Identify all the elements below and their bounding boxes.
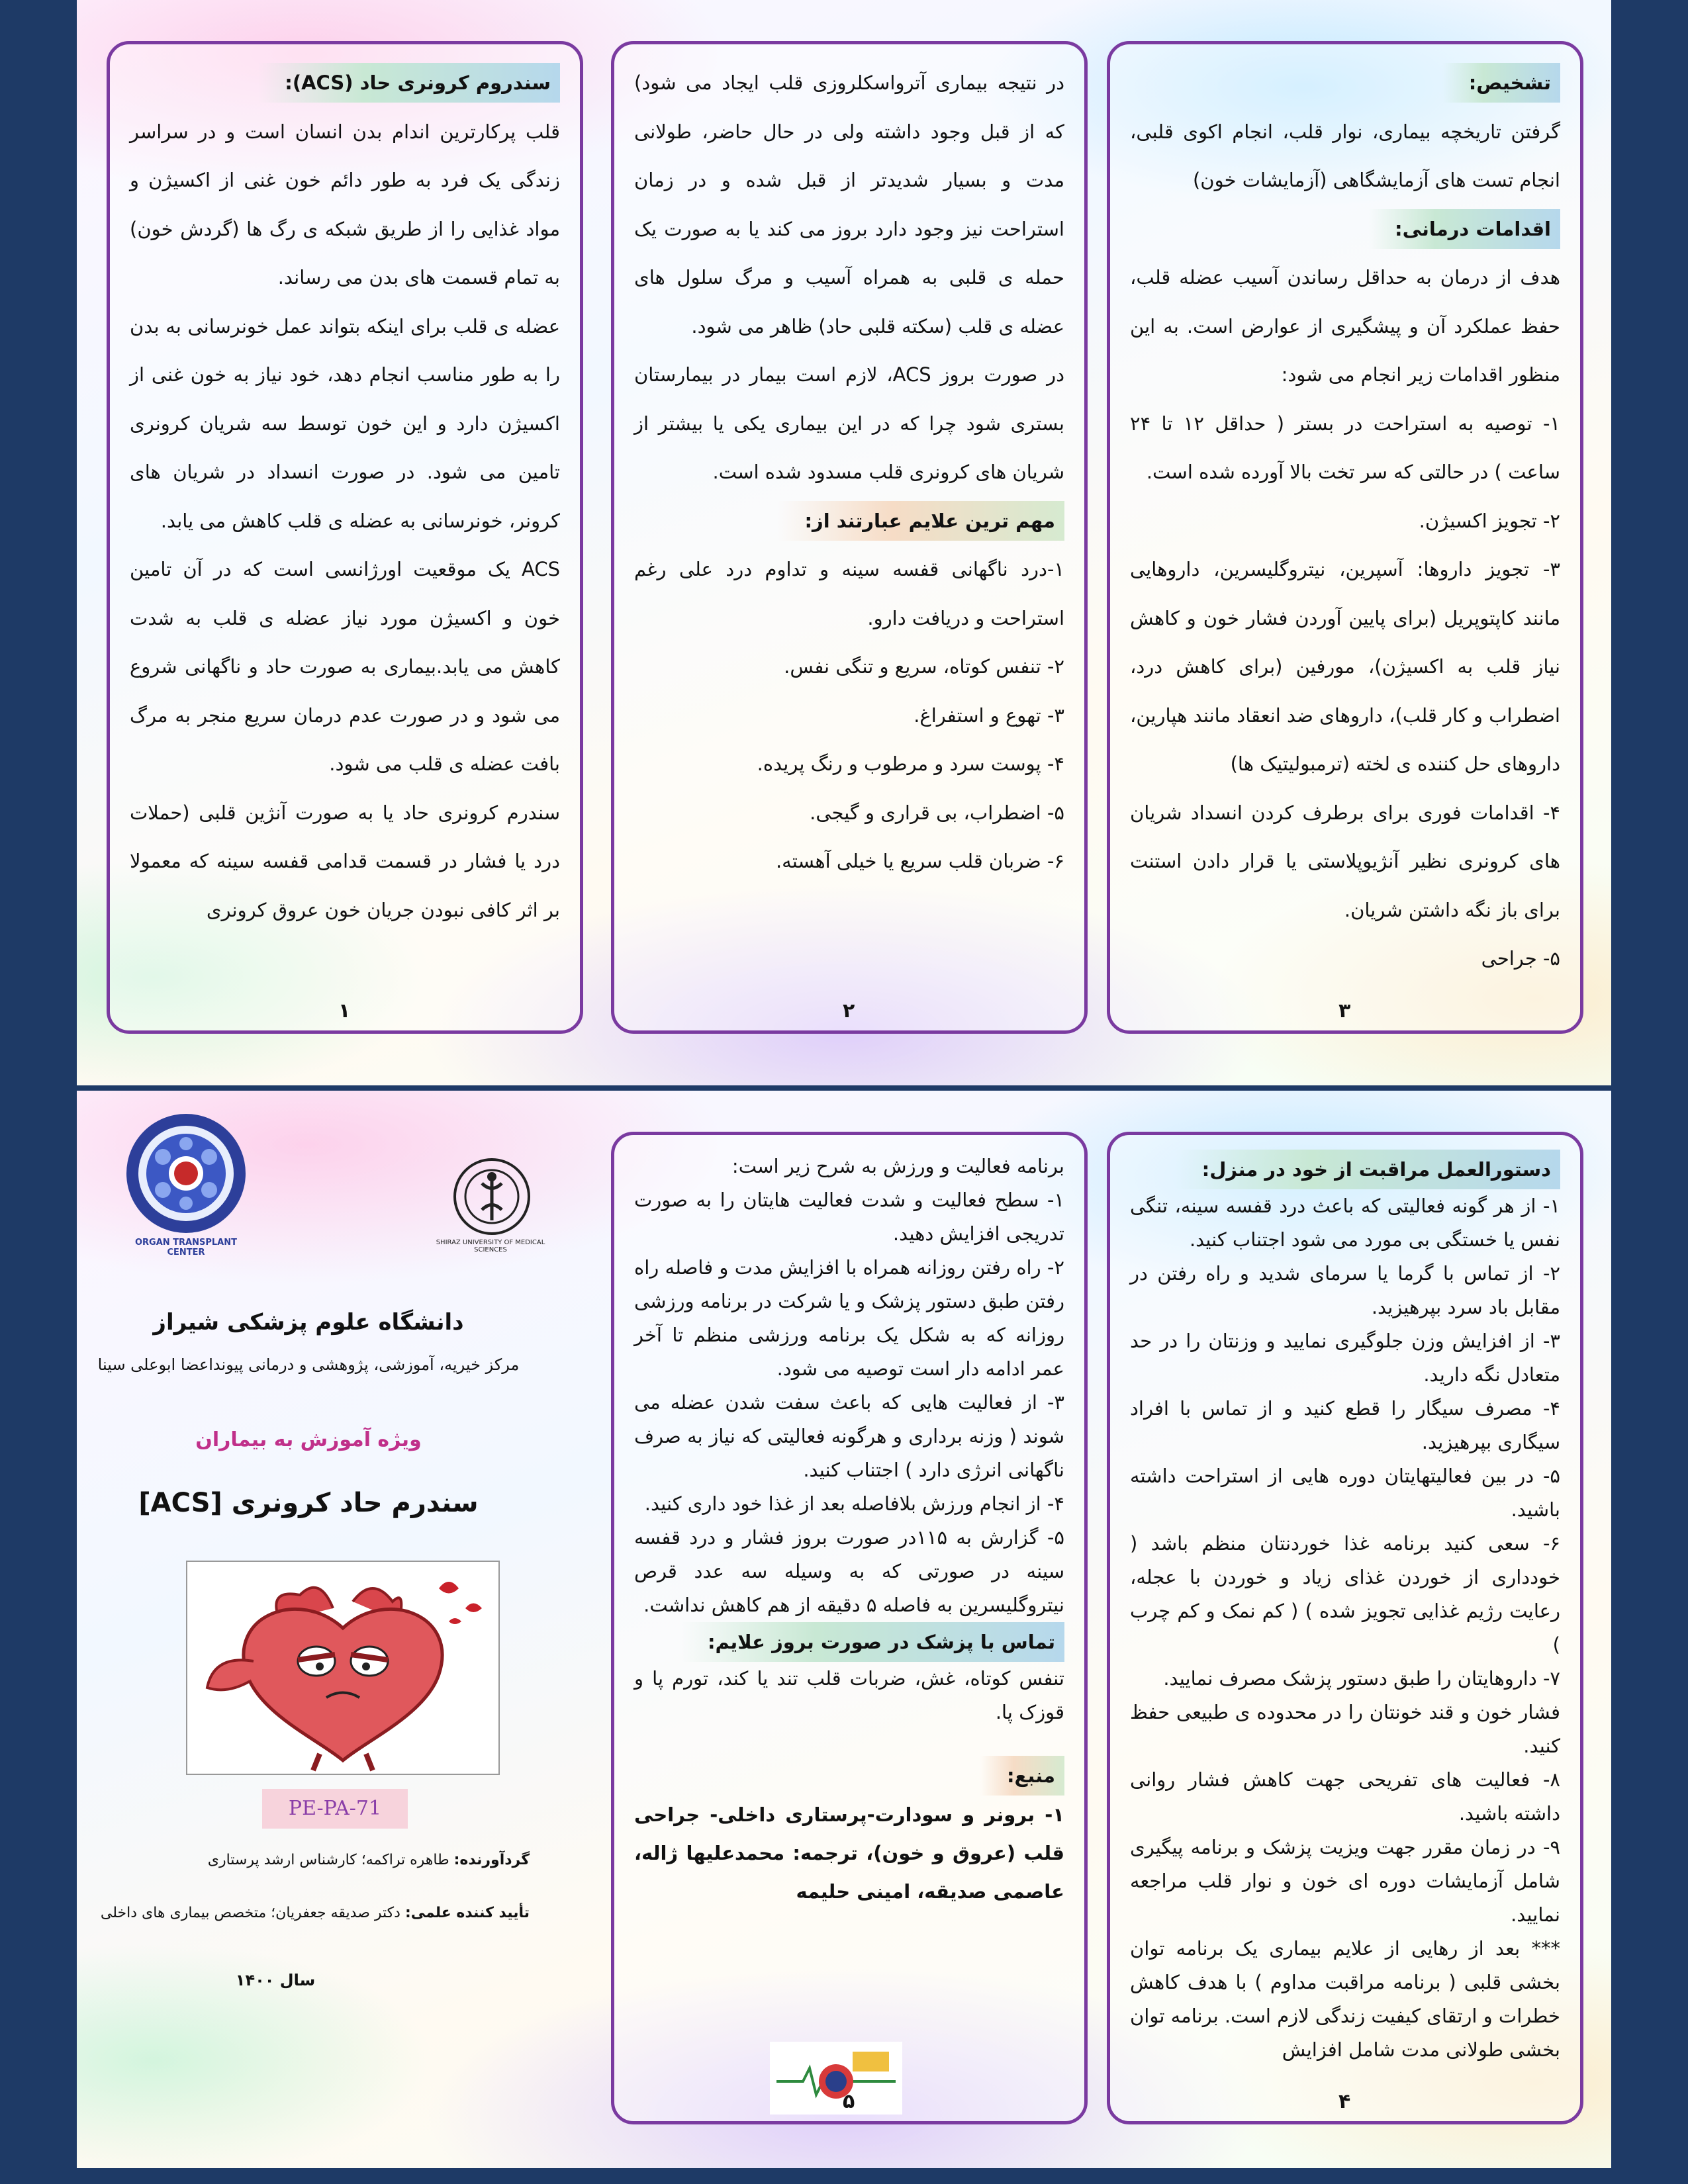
contact-heading: تماس با پزشک در صورت بروز علایم: — [681, 1622, 1064, 1662]
paragraph: ACS یک موقعیت اورژانسی است که در آن تامین خون و اکسیژن مورد نیاز عضله ی قلب به شدت کاهش می یابد.بیماری به صورت حاد و ناگهانی شروع می شود و در صورت عدم درمان سریع منجر به مرگ بافت عضله ی قلب می شود. — [130, 558, 560, 775]
paragraph: در صورت بروز ACS، لازم است بیمار در بیمارستان بستری شود چرا که در این بیماری یکی یا بیشتر از شریان های کرونری قلب مسدود شده است. — [634, 363, 1064, 483]
source-heading: منبع: — [980, 1756, 1064, 1796]
university-logo — [442, 1157, 541, 1236]
panel-3-content — [1130, 59, 1560, 991]
compiler-line — [208, 1852, 530, 1868]
list-item: ۵- جراحی — [1481, 947, 1560, 970]
list-item: ۶- سعی کنید برنامه غذا خوردنتان منظم باشد ( خودداری از خوردن غذای زیاد و خوردن با عجله، رعایت رژیم غذایی تجویز شده ) ( کم نمک و کم چرب ) — [1130, 1532, 1560, 1656]
list-item: ۱- سطح فعالیت و شدت فعالیت هایتان را به صورت تدریجی افزایش دهید. — [634, 1189, 1064, 1245]
list-item: ۱- توصیه به استراحت در بستر ( حداقل ۱۲ تا ۲۴ ساعت ) در حالتی که سر تخت بالا آورده شده است. — [1130, 412, 1560, 483]
list-item: ۳- از افزایش وزن جلوگیری نمایید و وزنتان را در حد متعادل نگه دارید. — [1130, 1330, 1560, 1386]
panel-5 — [611, 1132, 1088, 2124]
education-badge-logo — [770, 2042, 902, 2115]
panel-4-content — [1130, 1150, 1560, 2081]
cover-title: سندرم حاد کرونری [ACS] — [138, 1488, 479, 1518]
heart-illustration-frame — [186, 1561, 500, 1775]
page-number: ۵ — [843, 2090, 855, 2113]
compiler-label: گردآورنده: — [453, 1852, 530, 1868]
list-item: ۵- در بین فعالیتهایتان دوره هایی از استراحت داشته باشید. — [1130, 1465, 1560, 1521]
list-item: ۲- تجویز اکسیژن. — [1419, 509, 1560, 532]
page-number: ۲ — [843, 999, 855, 1023]
paragraph: سندرم کرونری حاد یا به صورت آنژین قلبی (حملات درد یا فشار در قسمت قدامی قفسه سینه که معمولا بر اثر کافی نبودن جریان خون عروق کرونری — [130, 801, 560, 921]
paragraph: در نتیجه بیماری آترواسکلروزی قلب ایجاد می شود) که از قبل وجود داشته ولی در حال حاضر، طولانی مدت و بسیار شدیدتر از قبل شده و در زمان استراحت نیز وجود دارد بروز می کند یا به صورت یک حمله ی قلبی به همراه آسیب و مرگ سلول های عضله ی قلب (سکته قلبی حاد) ظاهر می شود. — [634, 71, 1064, 338]
university-name: دانشگاه علوم پزشکی شیراز — [153, 1309, 464, 1336]
diagnosis-heading: تشخیص: — [1442, 63, 1560, 103]
approver-label: تأیید کننده علمی: — [404, 1905, 530, 1921]
approver-name: دکتر صدیقه جعفریان؛ متخصص بیماری های داخلی — [100, 1905, 400, 1921]
paragraph: عضله ی قلب برای اینکه بتواند عمل خونرسانی به بدن را به طور مناسب انجام دهد، خود نیاز به خون غنی از اکسیژن دارد و این خون توسط سه شریان کرونری تامین می شود. در صورت انسداد در شریان های کرونر، خونرسانی به عضله ی قلب کاهش می یابد. — [130, 314, 560, 532]
list-item: ۸- فعالیت های تفریحی جهت کاهش فشار روانی داشته باشید. — [1130, 1768, 1560, 1825]
panel-5-content — [634, 1150, 1064, 2042]
panel-1 — [107, 41, 583, 1034]
bottom-sheet — [77, 1091, 1611, 2168]
list-item: ۶- ضربان قلب سریع یا خیلی آهسته. — [775, 850, 1064, 872]
sad-heart-illustration — [187, 1562, 498, 1774]
center-name: مرکز خیریه، آموزشی، پژوهشی و درمانی پیونداعضا ابوعلی سینا — [97, 1355, 520, 1374]
list-item: ۴- مصرف سیگار را قطع کنید و از تماس با افراد سیگاری بپرهیزید. — [1130, 1397, 1560, 1453]
panel-3 — [1107, 41, 1583, 1034]
page-number: ۱ — [338, 999, 351, 1023]
panel-2-content — [634, 59, 1064, 991]
publication-year: سال ۱۴۰۰ — [235, 1971, 316, 1989]
panel-1-content — [130, 59, 560, 991]
paragraph: تنفس کوتاه، غش، ضربات قلب تند یا کند، تورم پا و قوزک پا. — [634, 1667, 1064, 1723]
logo-caption: ORGAN TRANSPLANT CENTER — [134, 1238, 237, 1257]
top-sheet — [77, 0, 1611, 1085]
list-item: ۴- از انجام ورزش بلافاصله بعد از غذا خود داری کنید. — [644, 1492, 1064, 1515]
panel-4 — [1107, 1132, 1583, 2124]
paragraph: گرفتن تاریخچه بیماری، نوار قلب، انجام اکوی قلبی، انجام تست های آزمایشگاهی (آزمایشات خون) — [1130, 120, 1560, 191]
page-number: ۴ — [1338, 2090, 1351, 2113]
patient-education-label: ویژه آموزش به بیماران — [195, 1428, 422, 1451]
approver-line — [101, 1905, 530, 1921]
list-item: ۱-درد ناگهانی قفسه سینه و تداوم درد علی رغم استراحت و دریافت دارو. — [634, 558, 1064, 629]
panel-2 — [611, 41, 1088, 1034]
source-text: ۱- برونر و سودارت-پرستاری داخلی- جراحی قلب (عروق و خون)، ترجمه: محمدعلیها ژاله، عاصمی صدیقه، امینی حلیمه — [634, 1803, 1064, 1903]
paragraph: برنامه فعالیت و ورزش به شرح زیر است: — [731, 1155, 1064, 1177]
list-item: ۳- تجویز داروها: آسپرین، نیتروگلیسرین، داروهایی مانند کاپتوپریل (برای پایین آوردن فشار خون و کاهش نیاز قلب به اکسیژن)، مورفین (برای کاهش درد، اضطراب و کار قلب)، داروهای ضد انعقاد مانند هپارین، داروهای حل کننده ی لخته (ترمبولیتیک ها) — [1130, 558, 1560, 775]
cover-panel — [77, 1091, 593, 2168]
list-item: ۳- تهوع و استفراغ. — [914, 704, 1064, 727]
page-number: ۳ — [1338, 999, 1351, 1023]
treatment-heading: اقدامات درمانی: — [1368, 209, 1560, 249]
list-item: ۴- پوست سرد و مرطوب و رنگ پریده. — [757, 752, 1064, 775]
list-item: ۹- در زمان مقرر جهت ویزیت پزشک و برنامه پیگیری شامل آزمایشات دوره ای خون و نوار قلب مراجعه نمایید. — [1130, 1836, 1560, 1926]
paragraph: هدف از درمان به حداقل رساندن آسیب عضله قلب، حفظ عملکرد آن و پیشگیری از عوارض است. به این منظور اقدامات زیر انجام می شود: — [1130, 266, 1560, 386]
list-item: ۳- از فعالیت هایی که باعث سفت شدن عضله می شوند ( وزنه برداری و هرگونه فعالیتی که نیاز به صرف ناگهانی انرژی دارد ) اجتناب کنید. — [634, 1391, 1064, 1481]
university-logo-caption: SHIRAZ UNIVERSITY OF MEDICAL SCIENCES — [436, 1239, 545, 1253]
organ-transplant-center-logo — [123, 1111, 249, 1236]
list-item: *** بعد از رهایی از علایم بیماری یک برنامه توان بخشی قلبی ( برنامه مراقبت مداوم ) با هدف کاهش خطرات و ارتقای کیفیت زندگی لازم است. برنامه توان بخشی طولانی مدت شامل افزایش — [1130, 1937, 1560, 2061]
list-item: ۵- گزارش به ۱۱۵در صورت بروز فشار و درد قفسه سینه در صورتی که به وسیله سه عدد قرص نیتروگلیسرین به فاصله ۵ دقیقه از هم کاهش نداشت. — [634, 1526, 1064, 1616]
list-item: ۲- از تماس با گرما یا سرمای شدید و راه رفتن در مقابل باد سرد بپرهیزید. — [1130, 1262, 1560, 1318]
list-item: فشار خون و قند خونتان را در محدوده ی طبیعی حفظ کنید. — [1130, 1701, 1560, 1757]
list-item: ۲- تنفس کوتاه، سریع و تنگی نفس. — [784, 655, 1064, 678]
panel-2-heading: مهم ترین علایم عبارتند از: — [778, 501, 1064, 541]
document-code: PE-PA-71 — [262, 1789, 408, 1829]
list-item: ۵- اضطراب، بی قراری و گیجی. — [810, 801, 1064, 824]
compiler-name: طاهره تراکمه؛ کارشناس ارشد پرستاری — [207, 1852, 449, 1868]
panel-1-heading: سندروم کرونری حاد (ACS): — [258, 63, 560, 103]
panel-4-heading: دستورالعمل مراقبت از خود در منزل: — [1176, 1150, 1560, 1189]
list-item: ۴- اقدامات فوری برای برطرف کردن انسداد شریان های کرونری نظیر آنژیوپلاستی یا قرار دادن استنت برای باز نگه داشتن شریان. — [1130, 801, 1560, 921]
paragraph: قلب پرکارترین اندام بدن انسان است و در سراسر زندگی یک فرد به طور دائم خون غنی از اکسیژن و مواد غذایی را از طریق شبکه ی رگ ها (گردش خون) به تمام قسمت های بدن می رساند. — [130, 120, 560, 289]
list-item: ۲- راه رفتن روزانه همراه با افزایش مدت و فاصله راه رفتن طبق دستور پزشک و یا شرکت در برنامه ورزشی روزانه که به شکل یک برنامه ورزشی منظم تا آخر عمر ادامه دار است توصیه می شود. — [634, 1256, 1064, 1380]
list-item: ۷- داروهایتان را طبق دستور پزشک مصرف نمایید. — [1163, 1667, 1560, 1690]
list-item: ۱- از هر گونه فعالیتی که باعث درد قفسه سینه، تنگی نفس یا خستگی بی مورد می شود اجتناب کنید. — [1130, 1195, 1560, 1251]
